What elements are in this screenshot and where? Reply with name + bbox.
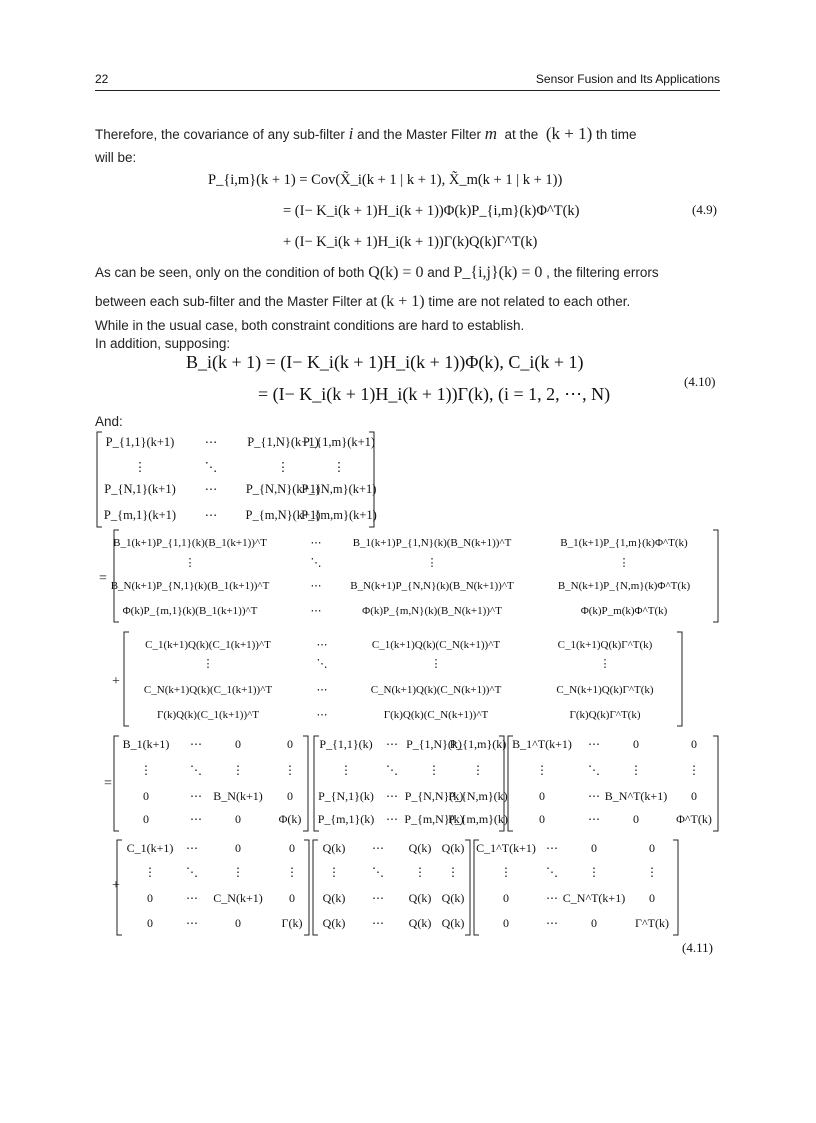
matrix-cell: 0 <box>287 789 293 803</box>
matrix-cell: ⋮ <box>428 763 440 777</box>
matrix-cell: B_1(k+1)P_{1,N}(k)(B_N(k+1))^T <box>352 537 512 549</box>
matrix-cell: 0 <box>147 891 153 905</box>
matrix-cell: P_{m,1}(k) <box>317 812 375 826</box>
left-bracket <box>114 736 119 831</box>
plus-sign: + <box>112 674 120 689</box>
matrix-cell: ⋮ <box>536 763 548 777</box>
matrix-cell: ⋮ <box>414 865 426 879</box>
matrix-cell: 0 <box>287 737 293 751</box>
matrix-cell: ⋯ <box>546 891 558 905</box>
text-run: Therefore, the covariance of any sub-filter <box>95 127 345 142</box>
matrix-cell: ⋮ <box>472 763 484 777</box>
matrix-cell: ⋮ <box>630 763 642 777</box>
matrix-cell: C_N(k+1) <box>213 891 263 905</box>
matrix-cell: 0 <box>649 891 655 905</box>
matrix-cell: C_1(k+1)Q(k)Γ^T(k) <box>557 639 653 651</box>
matrix-cell: ⋯ <box>372 891 384 905</box>
right-bracket <box>304 840 309 935</box>
matrix-cell: B_1(k+1)P_{1,1}(k)(B_1(k+1))^T <box>113 537 267 549</box>
math-var-i: i <box>348 124 354 143</box>
matrix-cell: ⋱ <box>546 865 558 879</box>
matrix-cell: P_{1,1}(k) <box>319 737 373 751</box>
matrix-cell: ⋮ <box>646 865 658 879</box>
matrix-cell: ⋮ <box>447 865 459 879</box>
matrix-cell: ⋮ <box>332 460 346 474</box>
matrix-cell: ⋮ <box>430 658 442 670</box>
matrix-cell: Γ(k)Q(k)Γ^T(k) <box>569 709 641 721</box>
matrix-cell: P_{N,N}(k+1) <box>245 482 321 496</box>
matrix-cell: ⋱ <box>588 763 600 777</box>
matrix-cell: P_{N,m}(k+1) <box>301 482 377 496</box>
matrix-cell: 0 <box>289 891 295 905</box>
matrix-cell: P_{N,m}(k) <box>448 789 508 803</box>
matrix-cell: C_N(k+1)Q(k)(C_N(k+1))^T <box>370 684 502 696</box>
matrix-cell: C_1(k+1)Q(k)(C_N(k+1))^T <box>371 639 501 651</box>
matrix-cell: ⋮ <box>232 763 244 777</box>
matrix-cell: ⋱ <box>186 865 198 879</box>
matrix-cell: ⋱ <box>386 763 398 777</box>
matrix-cell: P_{m,m}(k+1) <box>301 508 377 522</box>
text-run: th time <box>596 127 637 142</box>
matrix-cell: 0 <box>633 737 639 751</box>
right-bracket <box>713 736 718 831</box>
matrix-cell: C_1(k+1)Q(k)(C_1(k+1))^T <box>145 639 271 651</box>
matrix-cell: B_N^T(k+1) <box>604 789 668 803</box>
matrix-cell: ⋯ <box>386 737 398 751</box>
equation-4-9-line-1: P_{i,m}(k + 1) = Cov(X̃_i(k + 1 | k + 1), X̃_m(k + 1 | k + 1)) <box>208 172 563 188</box>
matrix-cell: Γ(k)Q(k)(C_1(k+1))^T <box>156 709 260 721</box>
text-run: and <box>427 265 450 280</box>
matrix-cell: ⋯ <box>316 684 328 696</box>
matrix-cell: P_{N,1}(k) <box>318 789 374 803</box>
matrix-cell: 0 <box>503 891 509 905</box>
text-run: As can be seen, only on the condition of both <box>95 265 365 280</box>
matrix-cell: Φ(k)P_{m,1}(k)(B_1(k+1))^T <box>122 605 258 617</box>
matrix-cell: ⋯ <box>204 508 218 522</box>
matrix-cell: ⋯ <box>310 537 322 549</box>
equation-number: (4.10) <box>684 374 716 389</box>
matrix-cell: ⋯ <box>186 891 198 905</box>
text-run: time are not related to each other. <box>428 294 631 309</box>
matrix-cell: ⋮ <box>144 865 156 879</box>
equation-4-10-line-1: B_i(k + 1) = (I− K_i(k + 1)H_i(k + 1))Φ(k), C_i(k + 1) <box>186 352 584 372</box>
matrix-cell: P_{m,N}(k+1) <box>245 508 321 522</box>
matrix-cell: 0 <box>503 916 509 930</box>
matrix-cell: ⋯ <box>190 789 202 803</box>
matrix-cell: P_{m,N}(k) <box>404 812 464 826</box>
matrix-cell: Φ(k)P_m(k)Φ^T(k) <box>580 605 668 617</box>
matrix-cell: ⋯ <box>546 916 558 930</box>
matrix-cell: Q(k) <box>322 891 346 905</box>
matrix-cell: ⋮ <box>599 658 611 670</box>
text-run: , the filtering errors <box>546 265 659 280</box>
math-condition: P_{i,j}(k) = 0 <box>453 264 543 281</box>
matrix-cell: ⋯ <box>372 841 384 855</box>
matrix-cell: B_N(k+1) <box>213 789 263 803</box>
right-bracket <box>303 736 308 831</box>
equals-sign: = <box>99 571 107 586</box>
matrix-cell: P_{1,1}(k+1) <box>105 435 175 449</box>
matrix-cell: ⋯ <box>588 737 600 751</box>
matrix-cell: ⋯ <box>588 812 600 826</box>
math-time: (k + 1) <box>380 293 425 310</box>
equation-number: (4.9) <box>692 202 717 217</box>
paragraph-line: will be: <box>95 150 137 165</box>
matrix-cell: 0 <box>235 916 241 930</box>
matrix-cell: 0 <box>539 789 545 803</box>
matrix-cell: 0 <box>147 916 153 930</box>
equation-4-10-line-2: = (I− K_i(k + 1)H_i(k + 1))Γ(k), (i = 1, 2, ⋯, N) <box>258 384 611 404</box>
matrix-cell: 0 <box>539 812 545 826</box>
math-time: (k + 1) <box>545 124 593 143</box>
math-condition: Q(k) = 0 <box>368 264 424 281</box>
matrix-cell: Q(k) <box>441 841 465 855</box>
matrix-cell: C_1^T(k+1) <box>476 841 536 855</box>
matrix-cell: ⋮ <box>340 763 352 777</box>
matrix-cell: 0 <box>289 841 295 855</box>
running-title: Sensor Fusion and Its Applications <box>535 72 720 86</box>
matrix-cell: ⋮ <box>688 763 700 777</box>
matrix-cell: Φ(k)P_{m,N}(k)(B_N(k+1))^T <box>362 605 502 617</box>
math-var-m: m <box>484 124 498 143</box>
matrix-cell: ⋯ <box>372 916 384 930</box>
right-bracket <box>713 530 718 622</box>
matrix-cell: ⋯ <box>186 841 198 855</box>
matrix-cell: Q(k) <box>408 841 432 855</box>
matrix-cell: B_1(k+1) <box>122 737 170 751</box>
page-number: 22 <box>95 72 109 86</box>
matrix-cell: 0 <box>691 789 697 803</box>
matrix-cell: ⋯ <box>588 789 600 803</box>
matrix-cell: ⋱ <box>316 658 328 670</box>
matrix-cell: P_{1,m}(k+1) <box>302 435 376 449</box>
matrix-cell: P_{1,N}(k+1) <box>247 435 319 449</box>
left-bracket <box>313 840 318 935</box>
matrix-cell: ⋱ <box>372 865 384 879</box>
matrix-cell: B_1(k+1)P_{1,m}(k)Φ^T(k) <box>560 537 688 549</box>
matrix-cell: 0 <box>591 916 597 930</box>
matrix-cell: ⋯ <box>204 482 218 496</box>
matrix-cell: Q(k) <box>408 916 432 930</box>
matrix-cell: C_N(k+1)Q(k)Γ^T(k) <box>556 684 654 696</box>
matrix-cell: Q(k) <box>322 841 346 855</box>
matrix-cell: P_{1,N}(k) <box>406 737 462 751</box>
matrix-cell: ⋮ <box>286 865 298 879</box>
text-run: at the <box>504 127 539 142</box>
matrix-cell: ⋱ <box>204 460 218 474</box>
matrix-cell: ⋯ <box>386 812 398 826</box>
matrix-cell: 0 <box>633 812 639 826</box>
matrix-cell: Q(k) <box>441 891 465 905</box>
matrix-cell: ⋮ <box>500 865 512 879</box>
matrix-cell: C_1(k+1) <box>126 841 174 855</box>
text-run: between each sub-filter and the Master Filter at <box>95 294 378 309</box>
matrix-cell: ⋯ <box>190 812 202 826</box>
matrix-cell: ⋮ <box>284 763 296 777</box>
paragraph-line: In addition, supposing: <box>95 336 231 351</box>
matrix-cell: ⋯ <box>204 435 218 449</box>
paragraph-line: While in the usual case, both constraint conditions are hard to establish. <box>95 318 525 333</box>
matrix-cell: P_{N,N}(k) <box>404 789 464 803</box>
matrix-cell: ⋮ <box>133 460 147 474</box>
matrix-cell: Γ(k) <box>281 916 303 930</box>
matrix-cell: ⋮ <box>184 557 196 569</box>
right-bracket <box>677 632 682 726</box>
matrix-cell: 0 <box>235 737 241 751</box>
plus-sign: + <box>112 878 120 893</box>
matrix-cell: ⋮ <box>232 865 244 879</box>
matrix-cell: 0 <box>691 737 697 751</box>
matrix-cell: B_N(k+1)P_{N,1}(k)(B_1(k+1))^T <box>110 580 270 592</box>
matrix-cell: ⋮ <box>426 557 438 569</box>
right-bracket <box>465 840 470 935</box>
matrix-cell: P_{m,m}(k) <box>448 812 508 826</box>
matrix-cell: ⋮ <box>140 763 152 777</box>
matrix-cell: Q(k) <box>408 891 432 905</box>
matrix-cell: Γ(k)Q(k)(C_N(k+1))^T <box>383 709 489 721</box>
equals-sign: = <box>104 776 112 791</box>
matrix-cell: C_N(k+1)Q(k)(C_1(k+1))^T <box>143 684 273 696</box>
matrix-cell: ⋯ <box>386 789 398 803</box>
matrix-cell: P_{m,1}(k+1) <box>103 508 177 522</box>
matrix-cell: P_{N,1}(k+1) <box>104 482 176 496</box>
matrix-cell: ⋮ <box>202 658 214 670</box>
matrix-cell: ⋯ <box>316 639 328 651</box>
matrix-cell: Q(k) <box>441 916 465 930</box>
matrix-cell: 0 <box>591 841 597 855</box>
matrix-cell: ⋮ <box>276 460 290 474</box>
matrix-cell: ⋯ <box>310 605 322 617</box>
matrix-cell: ⋮ <box>328 865 340 879</box>
matrix-cell: ⋮ <box>588 865 600 879</box>
matrix-cell: ⋯ <box>546 841 558 855</box>
matrix-cell: ⋯ <box>310 580 322 592</box>
matrix-cell: ⋯ <box>316 709 328 721</box>
matrix-cell: P_{1,m}(k) <box>449 737 507 751</box>
matrix-cell: B_N(k+1)P_{N,N}(k)(B_N(k+1))^T <box>350 580 514 592</box>
left-bracket <box>124 632 129 726</box>
matrix-cell: ⋱ <box>310 557 322 569</box>
equation-4-9-line-2: = (I− K_i(k + 1)H_i(k + 1))Φ(k)P_{i,m}(k)Φ^T(k) <box>283 203 580 219</box>
and-label: And: <box>95 414 123 429</box>
left-bracket <box>97 432 102 527</box>
right-bracket <box>673 840 678 935</box>
matrix-cell: 0 <box>143 812 149 826</box>
matrix-cell: ⋯ <box>186 916 198 930</box>
matrix-cell: Φ(k) <box>278 812 302 826</box>
matrix-cell: B_1^T(k+1) <box>512 737 572 751</box>
matrix-cell: Φ^T(k) <box>676 812 712 826</box>
text-run: and the Master Filter <box>357 127 481 142</box>
matrix-cell: B_N(k+1)P_{N,m}(k)Φ^T(k) <box>557 580 691 592</box>
matrix-cell: 0 <box>235 841 241 855</box>
equation-number: (4.11) <box>682 940 713 955</box>
matrix-cell: 0 <box>649 841 655 855</box>
matrix-cell: Q(k) <box>322 916 346 930</box>
equation-4-9-line-3: + (I− K_i(k + 1)H_i(k + 1))Γ(k)Q(k)Γ^T(k) <box>283 234 538 250</box>
matrix-cell: ⋯ <box>190 737 202 751</box>
matrix-cell: ⋱ <box>190 763 202 777</box>
matrix-cell: 0 <box>143 789 149 803</box>
matrix-cell: 0 <box>235 812 241 826</box>
matrix-cell: C_N^T(k+1) <box>562 891 626 905</box>
matrix-cell: Γ^T(k) <box>635 916 669 930</box>
matrix-cell: ⋮ <box>618 557 630 569</box>
